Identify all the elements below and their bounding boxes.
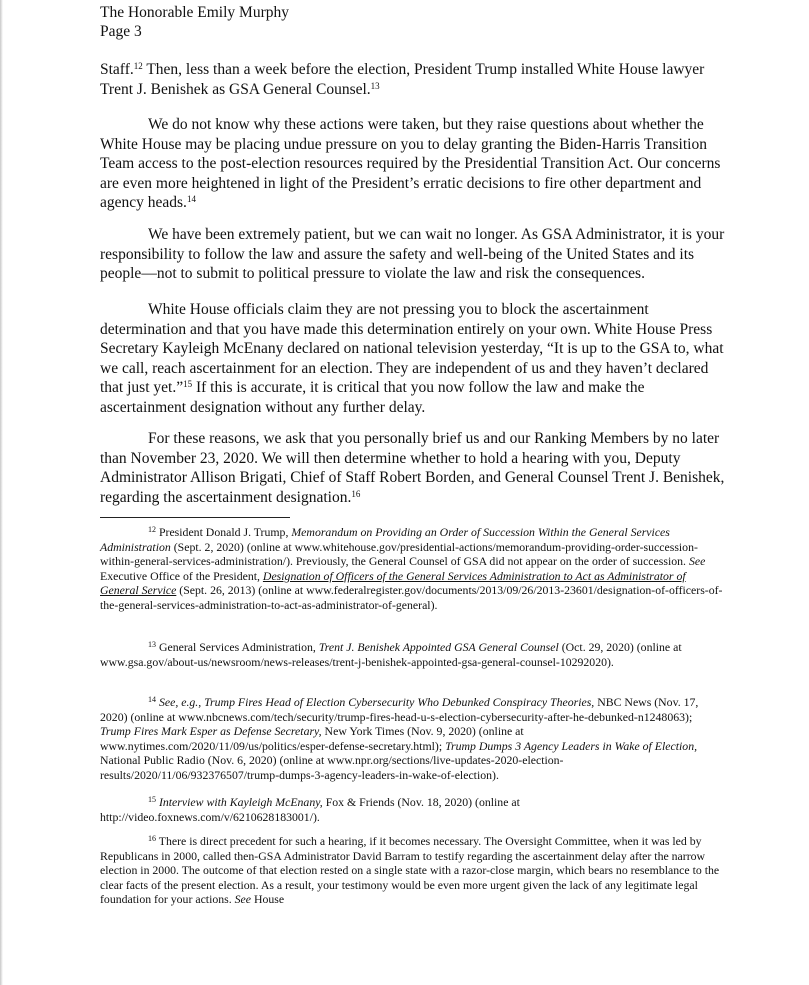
- footnote-ref-14: 14: [186, 194, 196, 204]
- footnote-15-number: 15: [148, 795, 156, 804]
- footnote-separator: [100, 517, 290, 518]
- fn12-underlined-title: Designation of Officers of the General Services Administration to Act as Administrator of General Service: [100, 568, 686, 598]
- footnote-14-number: 14: [148, 695, 156, 704]
- fn16-text-1: There is direct precedent for such a hearing, if it becomes necessary. The Oversight Committee, when it was led by Republicans in 2000, called then-GSA Administrator David Barram to testify regarding the ascertainment delay after the narrow election in 2000. The outcome of that election rested on a single state with a razor-close margin, which bears no resemblance to the clear facts of the present election. As a result, your testimony would be even more urgent given the lack of any legitimate legal foundation for your actions.: [100, 834, 720, 907]
- footnote-14: [100, 695, 725, 783]
- fn16-text-2: House: [251, 892, 285, 907]
- p3-text: We have been extremely patient, but we can wait no longer. As GSA Administrator, it is your responsibility to follow the law and assure the safety and well-being of the United States and its people—not to submit to political pressure to violate the law and risk the consequences.: [100, 226, 725, 282]
- fn14-italic-0: See, e.g., Trump Fires Head of Election Cybersecurity Who Debunked Conspiracy Theories,: [156, 695, 595, 709]
- footnote-12-number: 12: [148, 525, 156, 534]
- fn13-text-2: (Oct. 29, 2020) (online at www.gsa.gov/about-us/newsroom/news-releases/trent-j-benishek-appointed-gsa-general-counsel-10292020).: [100, 640, 682, 669]
- fn12-italic-1: Memorandum on Providing an Order of Succession Within the General Services Administration: [100, 525, 670, 554]
- fn12-italic-2: See: [688, 554, 706, 569]
- p4-text-a: White House officials claim they are not pressing you to block the ascertainment determination and that you have made this determination entirely on your own. White House Press Secretary Kayleigh McEnany declared on national television yesterday, “It is up to the GSA to, what we call, reach ascertainment for an election. They are independent of us and they haven’t declared that just yet.”: [100, 301, 724, 396]
- recipient-name: The Honorable Emily Murphy: [100, 4, 289, 21]
- page-edge-shadow: [0, 0, 3, 985]
- fn12-text-4: (Sept. 26, 2013) (online at www.federalregister.gov/documents/2013/09/26/2013-23601/designation-of-officers-of-the-general-services-administration-to-act-as-administrator-of-general).: [100, 583, 723, 612]
- paragraph-3: [100, 225, 725, 284]
- paragraph-2: [100, 115, 725, 213]
- footnote-13-number: 13: [148, 640, 156, 649]
- fn12-text-2: (Sept. 2, 2020) (online at www.whitehouse.gov/presidential-actions/memorandum-providing-order-succession-within-general-services-administration/). Previously, the General Counsel of GSA did not appear on the order of succession.: [100, 539, 698, 569]
- fn13-text-1: General Services Administration,: [156, 640, 319, 654]
- fn15-text-1: Fox & Friends (Nov. 18, 2020) (online at http://video.foxnews.com/v/6210628183001/).: [100, 795, 520, 824]
- footnote-15: [100, 795, 725, 824]
- footnote-ref-12: 12: [133, 61, 143, 71]
- fn15-italic-1: Interview with Kayleigh McEnany,: [156, 795, 323, 809]
- footnote-ref-15: 15: [183, 379, 193, 389]
- footnote-ref-16: 16: [351, 488, 361, 499]
- letter-header: [100, 3, 289, 41]
- fn14-italic-1: Trump Fires Mark Esper as Defense Secretary,: [100, 724, 322, 739]
- footnote-13: [100, 640, 725, 669]
- fn13-italic-1: Trent J. Benishek Appointed GSA General Counsel: [318, 640, 559, 654]
- p5-text: For these reasons, we ask that you personally brief us and our Ranking Members by no later than November 23, 2020. We will then determine whether to hold a hearing with you, Deputy Administrator Allison Brigati, Chief of Staff Robert Borden, and General Counsel Trent J. Benishek, regarding the ascertainment designation.: [100, 430, 725, 506]
- paragraph-4: [100, 300, 725, 417]
- fn16-italic-1: See: [234, 892, 252, 907]
- p4-text-b: If this is accurate, it is critical that you now follow the law and make the ascertainment designation without any further delay.: [100, 379, 645, 416]
- footnote-12: [100, 525, 725, 613]
- footnote-16-number: 16: [148, 834, 156, 843]
- footnote-ref-13: 13: [370, 80, 380, 91]
- fn14-text-2: New York Times (Nov. 9, 2020) (online at www.nytimes.com/2020/11/09/us/politics/esper-defense-secretary.html);: [100, 724, 524, 753]
- page-number: Page 3: [100, 23, 142, 40]
- fn14-text-3: National Public Radio (Nov. 6, 2020) (online at www.npr.org/sections/live-updates-2020-election-results/2020/11/06/932376507/trump-dumps-3-agency-leaders-in-wake-of-election).: [100, 753, 564, 782]
- paragraph-1: [100, 60, 725, 99]
- paragraph-5: [100, 429, 725, 507]
- footnote-16: [100, 834, 725, 907]
- p1-text-a: Staff.: [100, 61, 134, 78]
- fn12-text-1: President Donald J. Trump,: [156, 525, 292, 539]
- fn12-text-3: Executive Office of the President,: [100, 568, 263, 583]
- fn14-italic-2: Trump Dumps 3 Agency Leaders in Wake of Election,: [445, 738, 698, 753]
- p1-text-b: Then, less than a week before the election, President Trump installed White House lawyer Trent J. Benishek as GSA General Counsel.: [100, 61, 705, 98]
- p2-text: We do not know why these actions were taken, but they raise questions about whether the White House may be placing undue pressure on you to delay granting the Biden-Harris Transition Team access to the post-election resources required by the Presidential Transition Act. Our concerns are even more heightened in light of the President’s erratic decisions to fire other department and agency heads.: [100, 116, 721, 211]
- fn14-text-1: NBC News (Nov. 17, 2020) (online at www.nbcnews.com/tech/security/trump-fires-head-u-s-election-cybersecurity-after-he-debunked-n1248063);: [100, 695, 699, 724]
